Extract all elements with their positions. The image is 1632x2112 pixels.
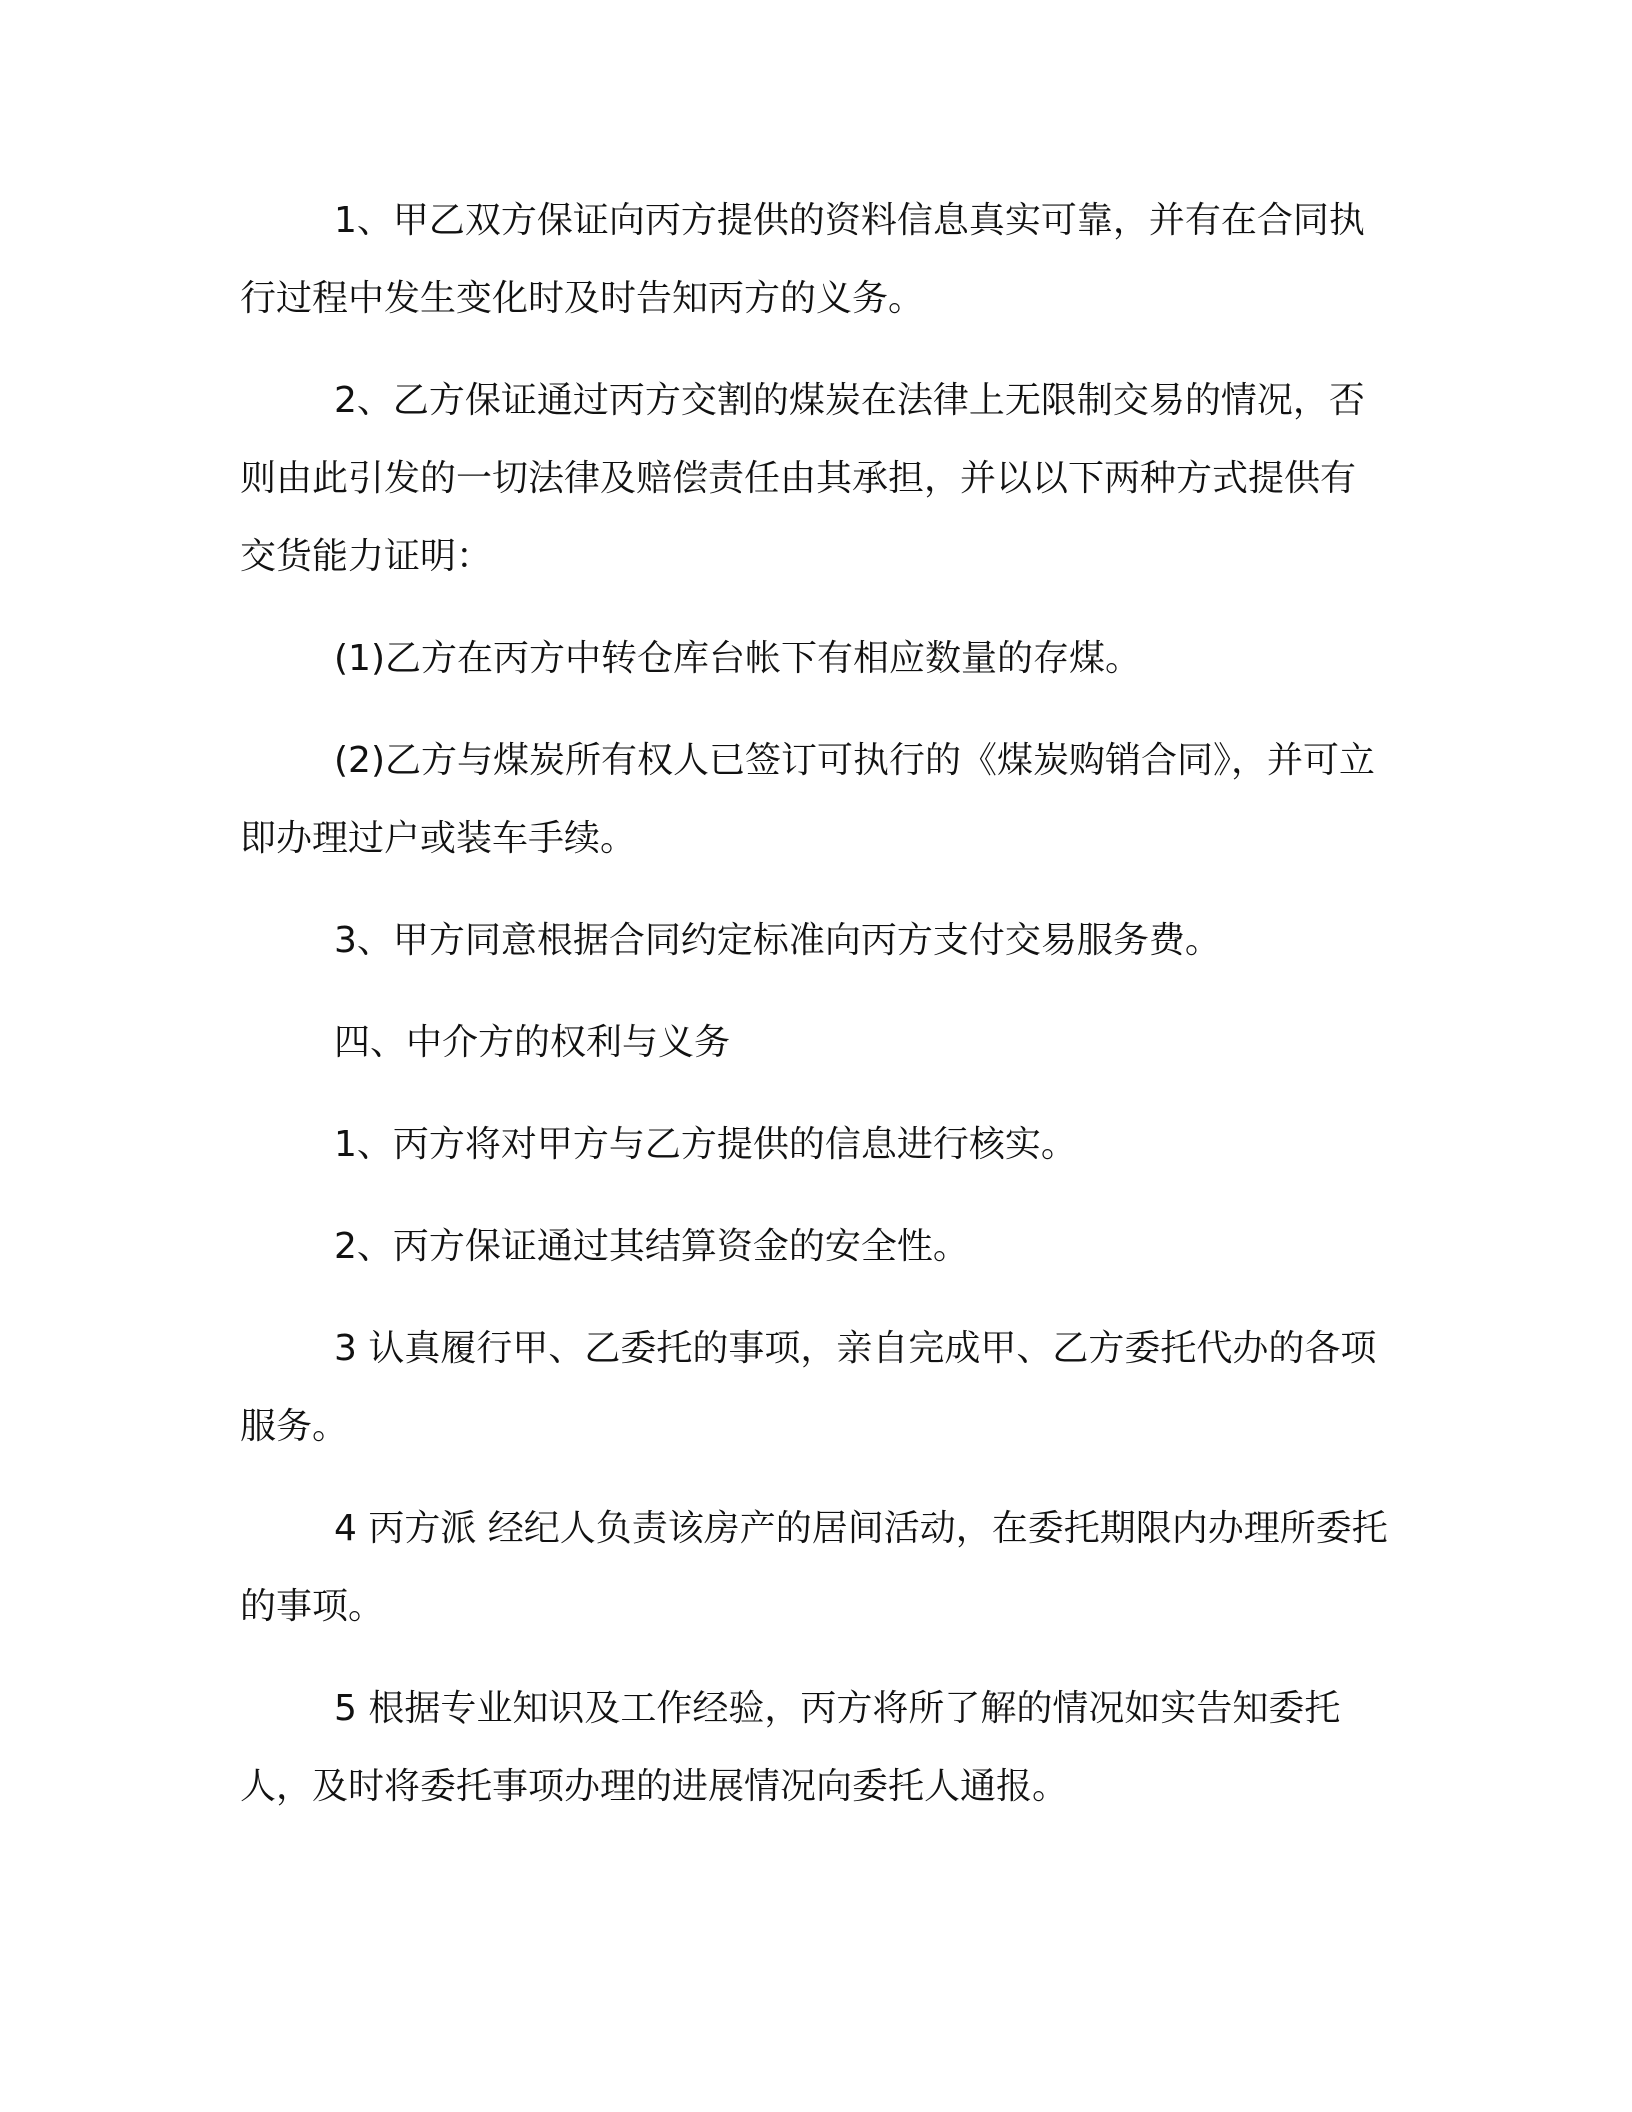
clause-1-party-info: 1、甲乙双方保证向丙方提供的资料信息真实可靠，并有在合同执行过程中发生变化时及时告知丙方的义务。 [240,200,1365,319]
intermediary-clause-4: 4 丙方派 经纪人负责该房产的居间活动，在委托期限内办理所委托的事项。 [240,1508,1388,1627]
clause-2-item-1: (1)乙方在丙方中转仓库台帐下有相应数量的存煤。 [334,638,1141,679]
document-body [240,182,1390,1850]
clause-2-item-2: (2)乙方与煤炭所有权人已签订可执行的《煤炭购销合同》，并可立即办理过户或装车手续。 [240,740,1375,859]
clause-3-service-fee: 3、甲方同意根据合同约定标准向丙方支付交易服务费。 [334,920,1221,961]
intermediary-clause-1: 1、丙方将对甲方与乙方提供的信息进行核实。 [334,1124,1077,1165]
intermediary-clause-5: 5 根据专业知识及工作经验，丙方将所了解的情况如实告知委托人，及时将委托事项办理的进展情况向委托人通报。 [240,1688,1341,1807]
section-heading-intermediary: 四、中介方的权利与义务 [334,1022,731,1063]
intermediary-clause-2: 2、丙方保证通过其结算资金的安全性。 [334,1226,969,1267]
clause-2-coal-trade: 2、乙方保证通过丙方交割的煤炭在法律上无限制交易的情况，否则由此引发的一切法律及赔偿责任由其承担，并以以下两种方式提供有交货能力证明： [240,380,1365,577]
intermediary-clause-3: 3 认真履行甲、乙委托的事项，亲自完成甲、乙方委托代办的各项服务。 [240,1328,1377,1447]
